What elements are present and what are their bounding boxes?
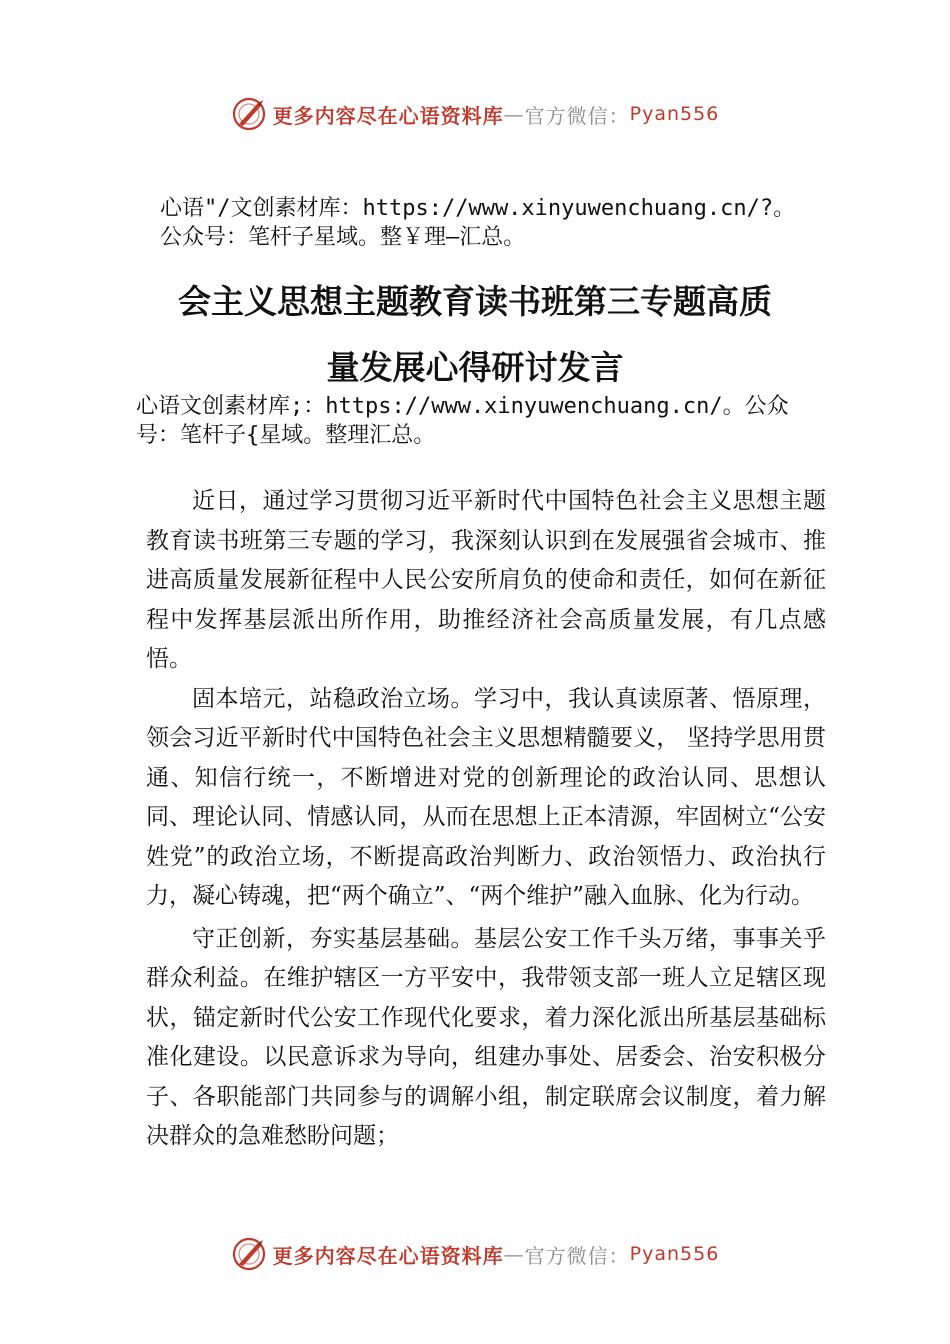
paragraph-intro: 近日，通过学习贯彻习近平新时代中国特色社会主义思想主题教育读书班第三专题的学习，我深刻认识到在发展强省会城市、推进高质量发展新征程中人民公安所肩负的使命和责任，如何在新征程中发挥基层派出所作用，助推经济社会高质量发展，有几点感悟。	[146, 488, 826, 672]
header-banner	[0, 92, 950, 136]
source-note-middle-line2: 号：笔杆子{星域。整理汇总。	[136, 423, 436, 448]
quill-logo-icon	[231, 96, 267, 132]
paragraph-grassroots: 守正创新，夯实基层基础。基层公安工作千头万绪，事事关乎群众利益。在维护辖区一方平安中，我带领支部一班人立足辖区现状，锚定新时代公安工作现代化要求，着力深化派出所基层基础标准化建设。以民意诉求为导向，组建办事处、居委会、治安积极分子、各职能部门共同参与的调解小组，制定联席会议制度，着力解决群众的急难愁盼问题；	[146, 925, 826, 1149]
document-title-line1: 会主义思想主题教育读书班第三专题高质	[178, 282, 772, 321]
footer-wechat-label: 官方微信：	[524, 1243, 630, 1268]
source-note-middle-line1: 心语文创素材库;：https://www.xinyuwenchuang.cn/。公众	[136, 394, 789, 419]
source-note-top-line1: 心语"/文创素材库：https://www.xinyuwenchuang.cn/?。	[160, 196, 796, 221]
banner-brand: 更多内容尽在心语资料库	[272, 103, 504, 128]
footer-dash: —	[503, 1242, 525, 1266]
source-note-middle	[136, 392, 789, 450]
banner-dash: —	[503, 102, 525, 126]
banner-wechat-label: 官方微信：	[524, 103, 630, 128]
source-note-top-line2: 公众号：笔杆子星域。整￥理—汇总。	[160, 225, 526, 250]
footer-wechat-id: Pyan556	[629, 1243, 720, 1265]
source-note-top	[160, 194, 795, 252]
footer-brand: 更多内容尽在心语资料库	[272, 1243, 504, 1268]
document-body	[146, 482, 826, 1157]
footer-banner	[0, 1232, 950, 1276]
banner-wechat-id: Pyan556	[629, 103, 720, 125]
quill-logo-icon	[231, 1236, 267, 1272]
document-title-line2: 量发展心得研讨发言	[326, 348, 624, 387]
paragraph-political-stance: 固本培元，站稳政治立场。学习中，我认真读原著、悟原理，领会习近平新时代中国特色社会主义思想精髓要义， 坚持学思用贯通、知信行统一，不断增进对党的创新理论的政治认同、思想认同、理论认同、情感认同，从而在思想上正本清源，牢固树立“公安姓党”的政治立场，不断提高政治判断力、政治领悟力、政治执行力，凝心铸魂，把“两个确立”、“两个维护”融入血脉、化为行动。	[146, 685, 826, 909]
